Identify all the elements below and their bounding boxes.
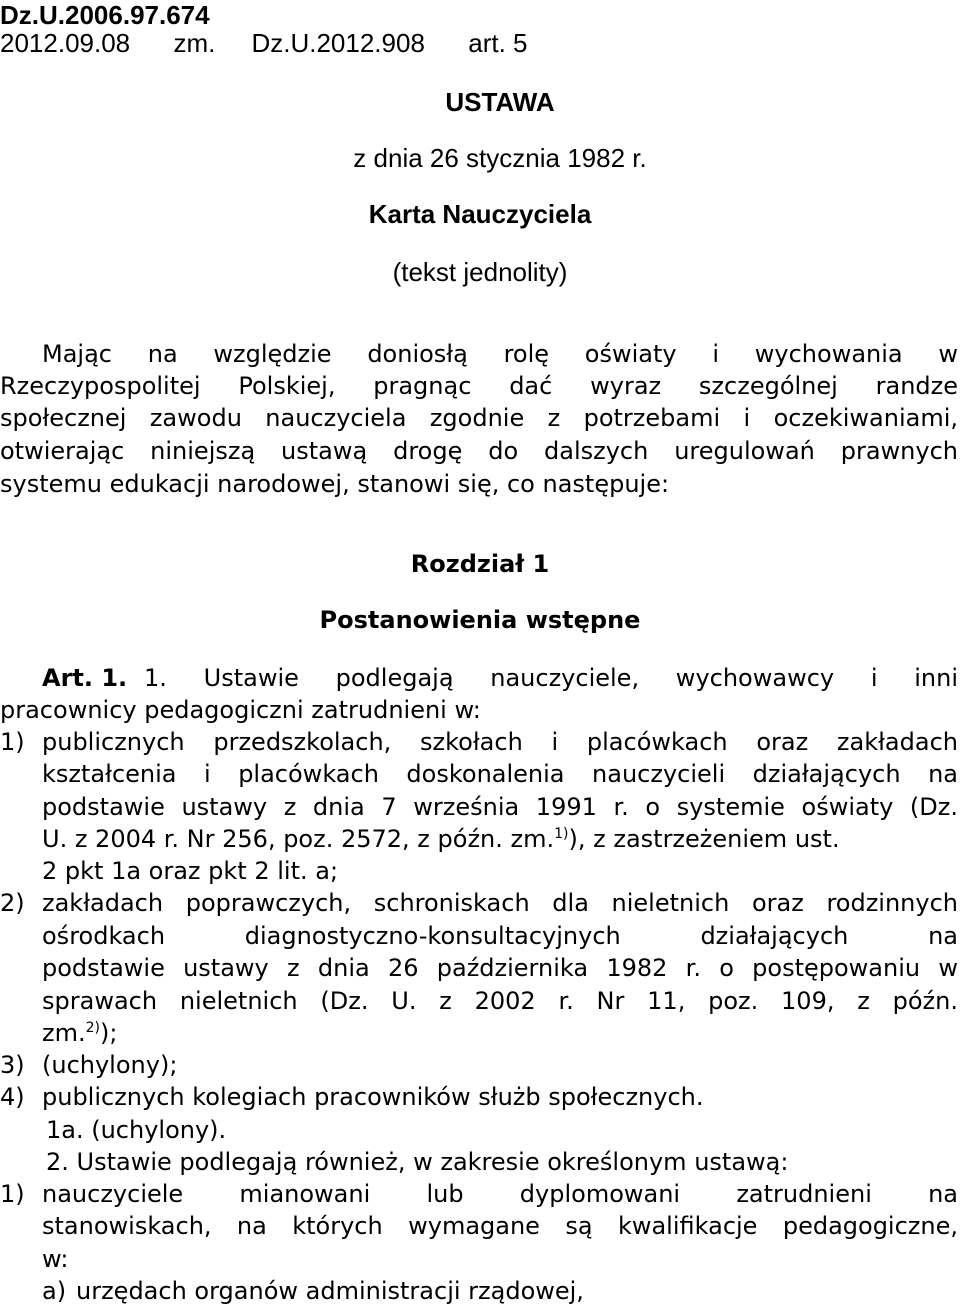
point-line: w: xyxy=(42,1245,69,1273)
point-line: kształcenia i placówkach doskonalenia nauczycieli działających na xyxy=(42,760,958,788)
point-line-with-footnote xyxy=(42,1017,117,1049)
ust1-line: pracownicy pedagogiczni zatrudnieni w: xyxy=(0,696,481,724)
footnote-ref[interactable]: 2) xyxy=(85,1020,100,1036)
act-type: USTAWA xyxy=(445,87,555,117)
preamble-line: otwierając niniejszą ustawą drogę do dalszych uregulowań prawnych xyxy=(0,437,958,465)
preamble-line: społecznej zawodu nauczyciela zgodnie z potrzebami i oczekiwaniami, xyxy=(0,404,958,432)
point-3-text: (uchylony); xyxy=(42,1051,178,1079)
point-line: stanowiskach, na których wymagane są kwalifikacje pedagogiczne, xyxy=(42,1212,958,1240)
letter-a-text: urzędach organów administracji rządowej, xyxy=(76,1277,584,1305)
point-text: ), z zastrzeżeniem ust. xyxy=(568,825,840,853)
point-line: publicznych przedszkolach, szkołach i placówkach oraz zakładach xyxy=(42,728,958,756)
amendment-info: 2012.09.08 zm. Dz.U.2012.908 art. 5 xyxy=(0,28,528,58)
point-line: podstawie ustawy z dnia 7 września 1991 r. o systemie oświaty (Dz. xyxy=(42,793,958,821)
chapter-title: Postanowienia wstępne xyxy=(319,606,641,634)
point-number: 3) xyxy=(0,1051,25,1079)
point-line: podstawie ustawy z dnia 26 października 1982 r. o postępowaniu w xyxy=(42,954,958,982)
footnote-ref[interactable]: 1) xyxy=(554,826,569,842)
act-name: Karta Nauczyciela xyxy=(368,199,592,229)
preamble-line: systemu edukacji narodowej, stanowi się, co następuje: xyxy=(0,470,670,498)
point-line-with-footnote xyxy=(42,823,840,855)
point-line: nauczyciele mianowani lub dyplomowani zatrudnieni na xyxy=(42,1180,958,1208)
point-line: ośrodkach diagnostyczno-konsultacyjnych działających na xyxy=(42,922,958,950)
act-date: z dnia 26 stycznia 1982 r. xyxy=(353,143,647,173)
point-number: 1) xyxy=(0,728,25,756)
point-line: 2 pkt 1a oraz pkt 2 lit. a; xyxy=(42,857,339,885)
act-note: (tekst jednolity) xyxy=(392,257,568,287)
ust1-line: 1. Ustawie podlegają nauczyciele, wychowawcy i inni xyxy=(144,664,958,692)
point-number: 1) xyxy=(0,1180,25,1208)
article-label: Art. 1. xyxy=(42,664,128,692)
point-line: sprawach nieletnich (Dz. U. z 2002 r. Nr 11, poz. 109, z późn. xyxy=(42,987,958,1015)
point-text: ); xyxy=(99,1019,118,1047)
ust2-text: 2. Ustawie podlegają również, w zakresie określonym ustawą: xyxy=(46,1148,789,1176)
journal-code: Dz.U.2006.97.674 xyxy=(0,0,210,30)
point-number: 2) xyxy=(0,889,25,917)
point-line: zakładach poprawczych, schroniskach dla nieletnich oraz rodzinnych xyxy=(42,889,958,917)
point-text: U. z 2004 r. Nr 256, poz. 2572, z późn. zm. xyxy=(42,825,555,853)
point-number: 4) xyxy=(0,1083,25,1111)
ust1a-text: 1a. (uchylony). xyxy=(46,1116,227,1144)
point-text: zm. xyxy=(42,1019,86,1047)
point-4-text: publicznych kolegiach pracowników służb społecznych. xyxy=(42,1083,704,1111)
preamble-line: Rzeczypospolitej Polskiej, pragnąc dać wyraz szczególnej randze xyxy=(0,372,958,400)
letter-number: a) xyxy=(42,1277,67,1305)
preamble-line: Mając na względzie doniosłą rolę oświaty i wychowania w xyxy=(42,340,958,368)
chapter-number: Rozdział 1 xyxy=(410,550,550,578)
